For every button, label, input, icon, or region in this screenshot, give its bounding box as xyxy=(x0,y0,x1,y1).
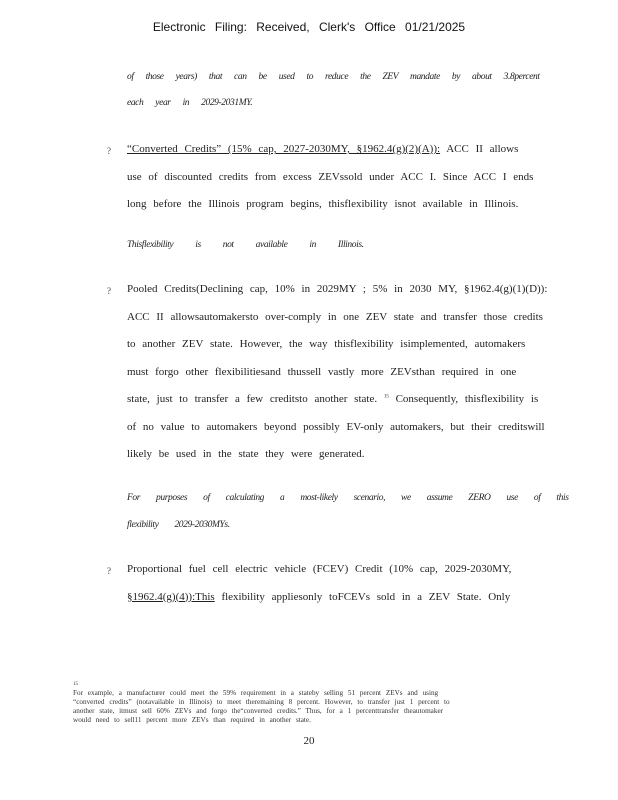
bullet-marker: ? xyxy=(107,286,111,296)
underlined-citation: §1962.4(g)(4)):This xyxy=(127,590,215,603)
intro-note xyxy=(127,72,540,108)
paragraph-line xyxy=(127,393,537,421)
note-line: flexibility 2029-2030MYs. xyxy=(127,520,230,530)
line-text: flexibility appliesonly toFCEVs sold in a ZEV State. Only xyxy=(214,590,511,603)
paragraph-line xyxy=(127,591,537,619)
pooled-credits-paragraph xyxy=(127,283,548,476)
line-text: Consequently, thisflexibility is xyxy=(388,393,539,405)
note-line: For purposes of calculating a most-likely scenario, we assume ZERO use of this xyxy=(127,493,569,503)
bullet-marker: ? xyxy=(107,566,111,576)
pooled-credits-note xyxy=(127,493,569,530)
footnote-line: “converted credits” (notavailable in Illinois) to meet theremaining 8 percent. However, to transfer just 1 percent to xyxy=(73,698,450,706)
footnote-line: would need to sell11 percent more ZEVs than required in another state. xyxy=(73,716,311,724)
paragraph-line: Pooled Credits(Declining cap, 10% in 2029MY ; 5% in 2030 MY, §1962.4(g)(1)(D)): xyxy=(127,283,548,295)
footnote-block xyxy=(73,680,543,725)
paragraph-line xyxy=(127,143,537,171)
intro-note-line: of those years) that can be used to reduce the ZEV mandate by about 3.8percent xyxy=(127,72,540,82)
paragraph-line: long before the Illinois program begins, thisflexibility isnot available in Illinois. xyxy=(127,198,519,210)
fcev-credit-paragraph xyxy=(127,563,537,618)
footnote-line xyxy=(73,680,543,698)
page-number: 20 xyxy=(303,735,315,747)
bullet-marker: ? xyxy=(107,146,111,156)
paragraph-line: of no value to automakers beyond possibly EV-only automakers, but their creditswill xyxy=(127,420,545,433)
paragraph-line: likely be used in the state they were generated. xyxy=(127,448,365,460)
paragraph-line: ACC II allowsautomakersto over-comply in one ZEV state and transfer those credits xyxy=(127,310,543,323)
line-text: For example, a manufacturer could meet the 59% requirement in a stateby selling 51 percent ZEVs and using xyxy=(73,689,439,697)
converted-credits-paragraph xyxy=(127,143,537,226)
filing-header: Electronic Filing: Received, Clerk's Office 01/21/2025 xyxy=(152,20,466,34)
footnote-reference: 15 xyxy=(383,394,389,400)
intro-note-line: each year in 2029-2031MY. xyxy=(127,98,253,108)
underlined-heading: “Converted Credits” (15% cap, 2027-2030MY, §1962.4(g)(2)(A)): xyxy=(127,143,441,155)
paragraph-line: use of discounted credits from excess ZEVssold under ACC I. Since ACC I ends xyxy=(127,170,534,183)
line-text: ACC II allows xyxy=(440,143,519,155)
line-text: state, just to transfer a few creditsto another state. xyxy=(127,393,378,405)
paragraph-line: Proportional fuel cell electric vehicle (FCEV) Credit (10% cap, 2029-2030MY, xyxy=(127,563,512,575)
paragraph-line: to another ZEV state. However, the way thisflexibility isimplemented, automakers xyxy=(127,338,526,350)
footnote-number: 15 xyxy=(73,682,78,687)
footnote-line: another state, itmust sell 60% ZEVs and forgo the“converted credits.” Thus, for a 1 percenttransfer theautomaker xyxy=(73,707,444,715)
converted-credits-note: Thisflexibility is not available in Illinois. xyxy=(127,240,364,250)
paragraph-line: must forgo other flexibilitiesand thussell vastly more ZEVsthan required in one xyxy=(127,365,517,378)
